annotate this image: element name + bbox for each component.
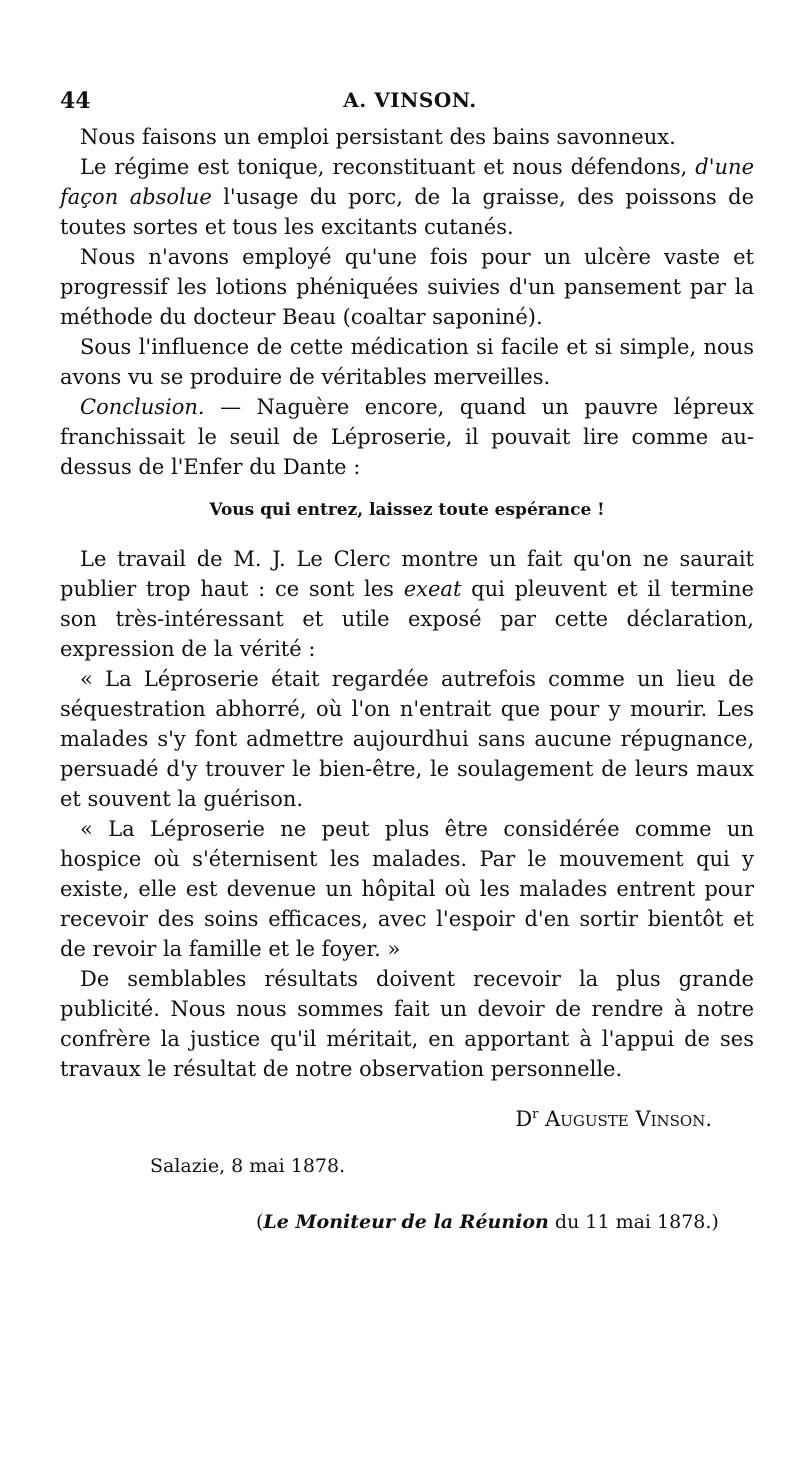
signature-name: Auguste Vinson.: [545, 1107, 712, 1131]
signature-title-superscript: r: [532, 1107, 539, 1122]
source-citation: [60, 1208, 754, 1236]
quote-paragraph-2: « La Léproserie ne peut plus être considérée comme un hospice où s'éternisent les malades. Par le mouvement qui y existe, elle est devenue un hôpital où les malades entrent pour recevoir des soins efficaces, avec l'espoir d'en sortir bientôt et de revoir la famille et le foyer. »: [60, 817, 754, 961]
paragraph-diet: [60, 152, 754, 242]
place-date: Salazie, 8 mai 1878.: [150, 1155, 346, 1177]
body-text: [60, 122, 754, 1236]
conclusion-heading: Conclusion.: [80, 395, 205, 419]
source-date: du 11 mai 1878.): [548, 1211, 719, 1233]
page-number: 44: [60, 88, 91, 114]
signature: [60, 1100, 754, 1134]
paragraph-diet-text-b: l'usage du porc, de la graisse, des poissons de toutes sortes et tous les excitants cutanés.: [60, 185, 754, 239]
page-header: [60, 88, 760, 114]
quote-paragraph-1: « La Léproserie était regardée autrefois comme un lieu de séquestration abhorré, où l'on n'entrait que pour y mourir. Les malades s'y font admettre aujourdhui sans aucune répugnance, persuadé d'y trouver le bien-être, le soulagement de leurs maux et souvent la guérison.: [60, 667, 754, 811]
paragraph-publicity: De semblables résultats doivent recevoir la plus grande publicité. Nous nous sommes fait un devoir de rendre à notre confrère la justice qu'il méritait, en apportant à l'appui de ses travaux le résultat de notre observation personnelle.: [60, 967, 754, 1081]
paragraph-diet-text-a: Le régime est tonique, reconstituant et nous défendons,: [80, 155, 696, 179]
paragraph-diet-emphasis: d'une façon absolue: [60, 155, 754, 209]
paragraph-marvels: Sous l'influence de cette médication si facile et si simple, nous avons vu se produire de véritables merveilles.: [60, 335, 754, 389]
source-publication: Le Moniteur de la Réunion: [263, 1211, 549, 1233]
paragraph-conclusion: [60, 392, 754, 482]
paragraph-soap-baths: Nous faisons un emploi persistant des bains savonneux.: [80, 125, 676, 149]
dante-motto: Vous qui entrez, laissez toute espérance !: [209, 500, 605, 520]
paragraph-le-clerc-text-b: qui pleuvent et il termine son très-intéressant et utile exposé par cette déclaration, expression de la vérité :: [60, 577, 754, 661]
paragraph-lotions: Nous n'avons employé qu'une fois pour un ulcère vaste et progressif les lotions phéniquées suivies d'un pansement par la méthode du docteur Beau (coaltar saponiné).: [60, 245, 754, 329]
paragraph-conclusion-text: — Naguère encore, quand un pauvre lépreux franchissait le seuil de Léproserie, il pouvait lire comme au-dessus de l'Enfer du Dante :: [60, 395, 754, 479]
running-head: A. VINSON.: [343, 88, 477, 112]
signature-title: D: [515, 1107, 533, 1131]
source-open-paren: (: [256, 1211, 264, 1233]
paragraph-le-clerc-emphasis: exeat: [403, 577, 462, 601]
paragraph-le-clerc: [60, 544, 754, 664]
paragraph-le-clerc-text-a: Le travail de M. J. Le Clerc montre un fait qu'on ne saurait publier trop haut : ce sont les: [60, 547, 754, 601]
